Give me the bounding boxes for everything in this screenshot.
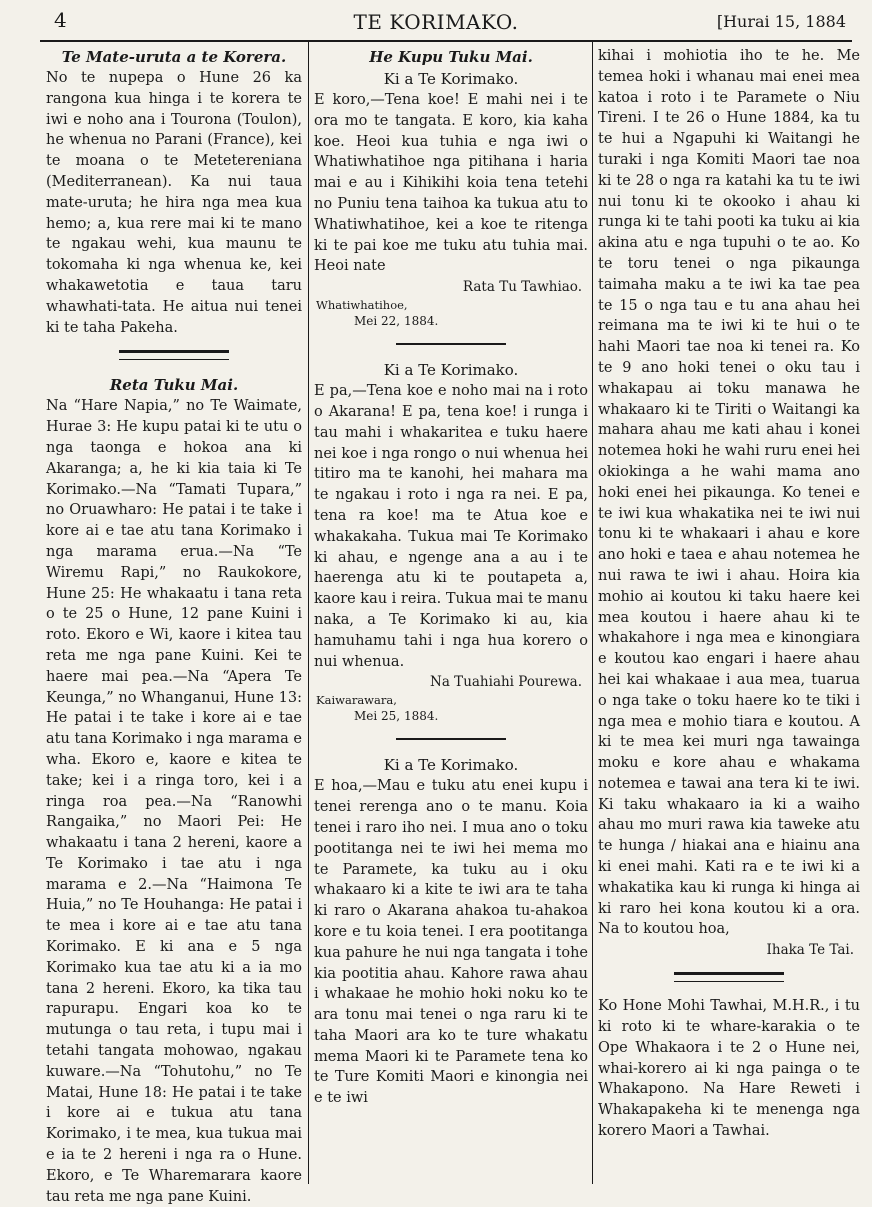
cholera-article-title: Te Mate-uruta a te Korera.	[61, 48, 287, 66]
correspondence-title: He Kupu Tuku Mai.	[369, 48, 533, 66]
newspaper-title: TE KORIMAKO.	[353, 10, 519, 34]
letter-1-salutation: Ki a Te Korimako.	[383, 70, 519, 88]
letter-1-body: E koro,—Tena koe! E mahi nei i te ora mo te tangata. E koro, kia kaha koe. Heoi kua tuhia e nga iwi o Whatiwhatihoe nga pitihana i haria mai e au i Kihikihi koia tena tetehi no Puniu tena taihoa ka tukua atu to Whatiwhatihoe, kei a koe te ritenga ki te pai koe me tuku atu tuhia mai. Heoi nate	[314, 92, 588, 275]
page-number: 4	[54, 8, 67, 32]
letter-3-signature: Ihaka Te Tai.	[766, 942, 854, 959]
issue-date: [Hurai 15, 1884	[716, 12, 846, 31]
letters-section-body: Na “Hare Napia,” no Te Waimate, Hurae 3: He kupu patai ki te utu o nga taonga e hokoa ana ki Akaranga; a, he ki kia taia ki Te Korimako.—Na “Tamati Tupara,” no Oruawharo: He patai i te take i kore ai e tae atu tana Korimako i nga marama erua.—Na “Te Wiremu Rapi,” no Raukokore, Hune 25: He whakaatu i tana reta o te 25 o Hune, 12 pane Kuini i roto. Ekoro e Wi, kaore i kitea tau reta me nga pane Kuini. Kei te haere mai pea.—Na “Apera Te Keunga,” no Whanganui, Hune 13: He patai i te take i kore ai e tae atu tana Korimako i nga marama e wha. Ekoro e, kaore e kitea te take; kei i a ringa toro, kei i a ringa roa pea.—Na “Ranowhi Rangaika,” no Maori Pei: He whakaatu i tana 2 hereni, kaore a Te Korimako i tae atu i nga marama e 2.—Na “Haimona Te Huia,” no Te Houhanga: He patai i te mea i kore ai e tae atu tana Korimako. E ki ana e 5 nga Korimako kua tae atu ki a ia mo tana 2 hereni. Ekoro, ka tika tau rapurapu. Engari koa ko te mutunga o tau reta, i tupu mai i tetahi tangata mohowao, ngakau kuware.—Na “Tohutohu,” no Te Matai, Hune 18: He patai i te take i kore ai e tukua atu tana Korimako, i te mea, kua tukua mai e ia te 2 hereni i nga ra o Hune. Ekoro, e Te Wharemarara kaore tau reta me nga pane Kuini.	[46, 398, 302, 1205]
cholera-article-body: No te nupepa o Hune 26 ka rangona kua hinga i te korera te iwi e noho ana i Tourona (Toulon), he whenua no Parani (France), kei te moana o te Metetereniana (Mediterranean). Ka nui taua mate-uruta; he hira nga mea kua hemo; a, kua rere mai ki te mano te ngakau wehi, kua maunu te tokomaha ki nga whenua ke, kei whakawetotia e taua taru whawhati-tata. He aitua nui tenei ki te taha Pakeha.	[46, 70, 302, 336]
section-divider	[119, 350, 229, 360]
letter-1-date: Mei 22, 1884.	[354, 314, 439, 329]
header-rule	[40, 40, 852, 42]
letter-2-signature: Na Tuahiahi Pourewa.	[430, 674, 582, 691]
column-rule-1	[308, 42, 309, 1184]
letter-2-salutation: Ki a Te Korimako.	[383, 361, 519, 380]
column-2	[314, 46, 588, 1186]
letters-section-title: Reta Tuku Mai.	[109, 376, 239, 395]
column-1	[46, 46, 302, 1205]
news-note-body: Ko Hone Mohi Tawhai, M.H.R., i tu ki roto ki te whare-karakia o te Ope Whakaora i te 2 o Hune nei, whai-korero ai ki nga painga o te Whakapono. Na Hare Reweti i Whakapakeha ki te menenga nga korero Maori a Tawhai.	[598, 998, 860, 1140]
page-header	[0, 0, 872, 44]
column-rule-2	[592, 42, 593, 1184]
letter-3-salutation: Ki a Te Korimako.	[383, 756, 519, 775]
letter-1-place: Whatiwhatihoe,	[316, 298, 408, 313]
letter-1-signature: Rata Tu Tawhiao.	[462, 279, 582, 296]
letter-divider	[396, 738, 506, 740]
letter-2-body: E pa,—Tena koe e noho mai na i roto o Akarana! E pa, tena koe! i runga i tau mahi i whakaritea e tuku haere nei koe i nga rongo o nui whenua hei titiro ma te kanohi, hei mahara ma te ngakau i roto i nga ra nei. E pa, tena ra koe! ma te Atua koe e whakakaha. Tukua mai Te Korimako ki ahau, e ngenge ana a au i te haerenga atu ki te poutapeta a, kaore kau i reira. Tukua mai te manu naka, a Te Korimako ki au, kia hamuhamu tahi i nga hua korero o nui whenua.	[314, 383, 588, 670]
column-3	[598, 46, 860, 1186]
letter-3-continuation: kihai i mohiotia iho te he. Me temea hoki i whanau mai enei mea katoa i roto i te Paramete o Niu Tireni. I te 26 o Hune 1884, ka tu te hui a Ngapuhi ki Waitangi he turaki i nga Komiti Maori tae noa ki te 28 o nga ra katahi ka tu te iwi nui tonu ki te okooko i ahau ki runga ki te tahi pooti ka tuku ai kia akina atu e nga tupuhi o te ao. Ko te toru tenei o nga pikaunga taimaha maku a te iwi ka tae pea te 15 o nga tau e tu ana ahau hei reimana ma te iwi ki te hui o te hahi Maori tae noa ki tenei ra. Ko te 9 ano hoki tenei o oku tau i whakapau ai toku manawa he whakaaro ki te Tiriti o Waitangi ka mahara ahau me kati ahau i konei notemea hoki he wahi ruru enei hei okiokinga a he wahi mama ano hoki enei hei pikaunga. Ko tenei e te iwi kua whakatika nei te iwi nui tonu ki te whakaari i ahau e kore ano hoki e taea e ahau notemea he nui rawa te iwi i ahau. Hoira kia mohio ai koutou ki taku haere kei mea koutou i haere ahau ki te whakahore i nga mea e kinongiara e koutou kao engari i haere ahau hei kai whakaae i aua mea, tuarua o nga take o toku haere ko te tiki i nga mea e mohio tiara e koutou. A ki te mea kei muri nga tawainga moku e kore ahau e whakama notemea e tawai ana tera ki te iwi. Ki taku whakaaro ia ki a waiho ahau mo muri rawa kia taweke atu te hunga / hiakai ana e hiainu ana ki enei mahi. Kati ra e te iwi ki a whakatika kau ki runga ki hinga ai ki raro hei kona koutou ki a ora. Na to koutou hoa,	[598, 48, 860, 938]
letter-2-date: Mei 25, 1884.	[354, 709, 439, 724]
letter-2-place: Kaiwarawara,	[316, 693, 397, 708]
letter-divider	[396, 343, 506, 345]
section-divider	[674, 972, 784, 982]
letter-3-body: E hoa,—Mau e tuku atu enei kupu i tenei rerenga ano o te manu. Koia tenei i raro iho nei. I mua ano o toku pootitanga nei te iwi hei mema mo te Paramete, ka tuku au i oku whakaaro ki a kite te iwi ara te taha ki raro o Akarana ahakoa tu-ahakoa kore e tu koia tenei. I era pootitanga kua pahure he nui nga tangata i tohe kia pootitia ahau. Kahore rawa ahau i whakaae he mohio hoki noku ko te ara tonu mai tenei o nga raru ki te taha Maori ara ko te ture whakatu mema Maori ki te Paramete tena ko te Ture Komiti Maori e kinongia nei e te iwi	[314, 778, 588, 1107]
